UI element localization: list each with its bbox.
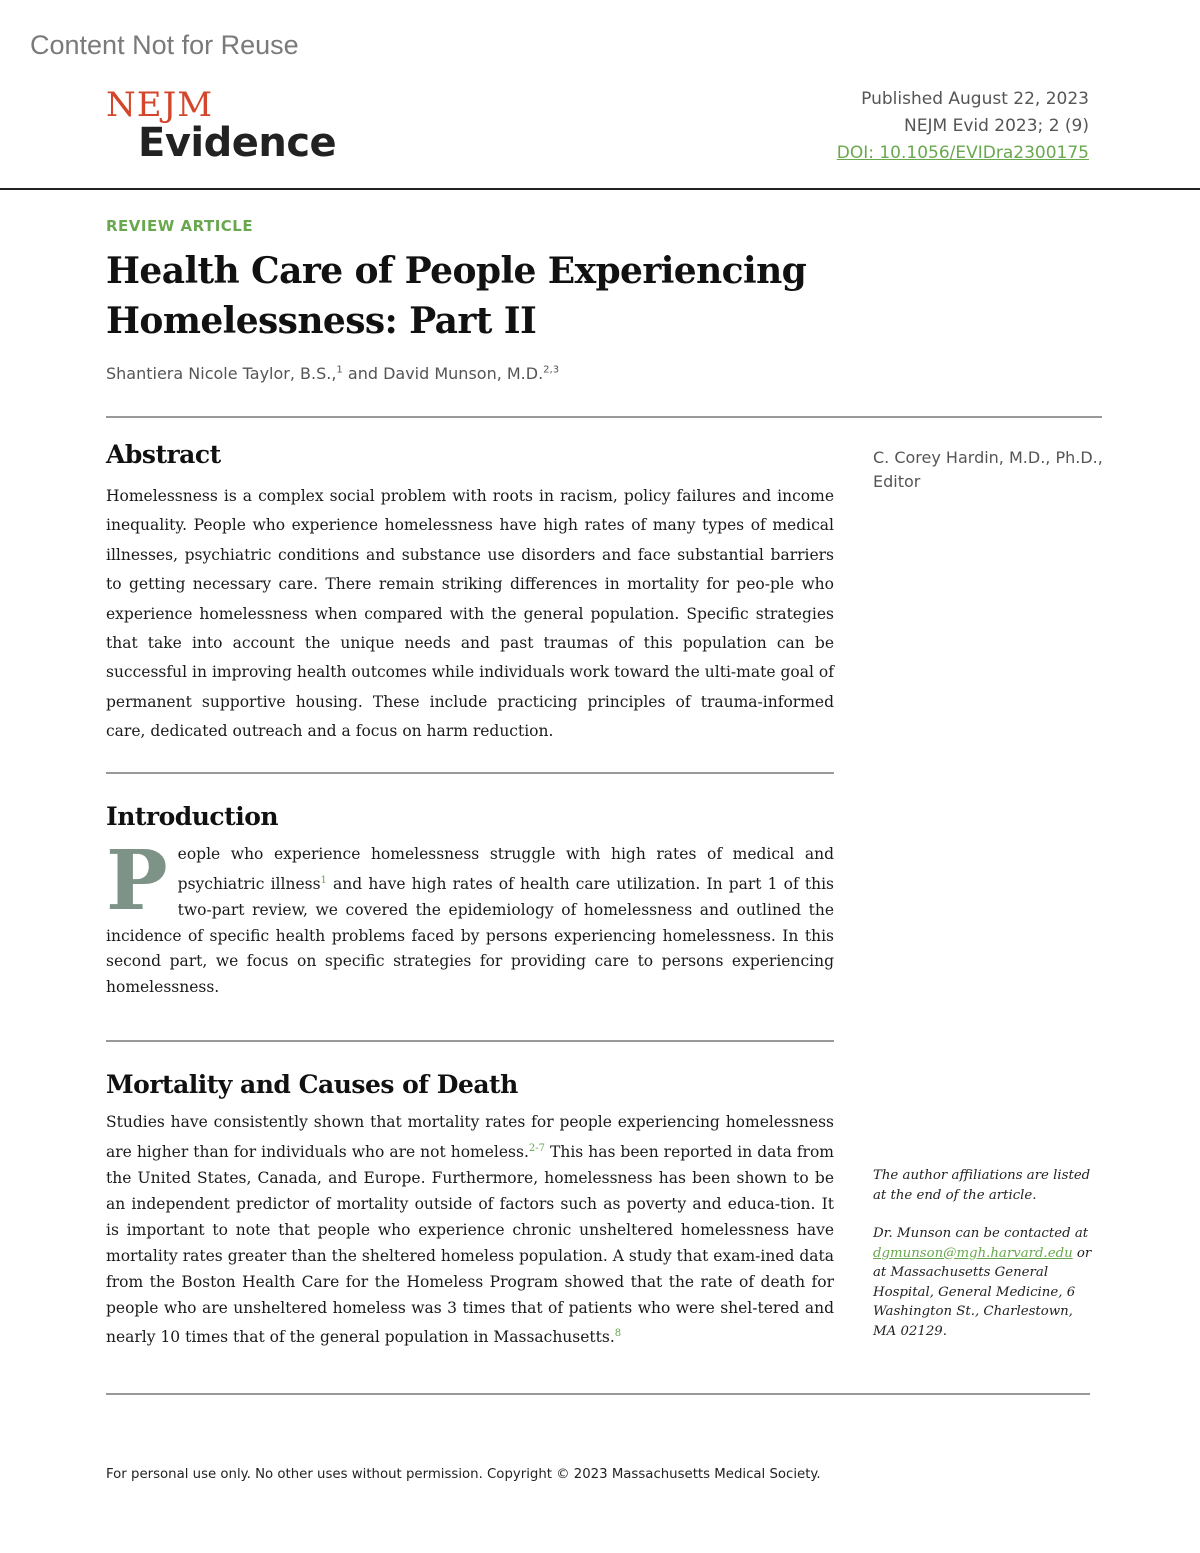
affiliations-note: The author affiliations are listed at the end of the article. [873,1168,1091,1203]
contact-text-1: Dr. Munson can be contacted at [873,1226,1089,1241]
author-1: Shantiera Nicole Taylor, B.S., [106,364,337,383]
intro-text-part-1: eople who experience homelessness struggle with high rates of medical and psychiatric illness [177,845,834,893]
abstract-divider [106,772,834,774]
author-2: and David Munson, M.D. [342,364,544,383]
published-date: Published August 22, 2023 [861,89,1089,109]
watermark: Content Not for Reuse [30,30,299,60]
editor-name: C. Corey Hardin, M.D., Ph.D., [873,448,1103,467]
reference-link[interactable]: 8 [614,1328,622,1340]
title-divider [106,416,1102,418]
mortality-heading: Mortality and Causes of Death [106,1070,518,1099]
reference-link[interactable]: 1 [320,874,327,886]
article-type: REVIEW ARTICLE [106,217,254,235]
copyright-footer: For personal use only. No other uses without permission. Copyright © 2023 Massachusetts Medical Society. [106,1467,821,1482]
abstract-text: Homelessness is a complex social problem with roots in racism, policy failures and income inequality. People who experience homelessness have high rates of many types of medical illnesses, psychiatric conditions and substance use disorders and face substantial barriers to getting necessary care. There remain striking differences in mortality for peo-ple who experience homelessness when compared with the general population. Specific strategies that take into account the unique needs and past traumas of this population can be successful in improving health outcomes while individuals work toward the ulti-mate goal of permanent supportive housing. These include practicing principles of trauma-informed care, dedicated outreach and a focus on harm reduction. [106,487,834,741]
reference-link[interactable]: 2-7 [528,1142,545,1154]
article-title: Health Care of People Experiencing Homelessness: Part II [106,250,807,342]
contact-text-2: or at Massachusetts General Hospital, General Medicine, 6 Washington St., Charlestown, MA 02129. [873,1245,1092,1339]
mortality-text [106,1110,834,1351]
editor-role: Editor [873,472,921,491]
email-link[interactable]: dgmunson@mgh.harvard.edu [873,1245,1073,1261]
contact-note [873,1224,1093,1341]
logo-nejm: NEJM [106,85,214,125]
mortality-text-part-2: This has been reported in data from the United States, Canada, and Europe. Furthermore, homelessness has been shown to be an independent predictor of mortality outside of factors such as poverty and educa-tion. It is important to note that people who experience chronic unsheltered homelessness have mortality rates greater than the sheltered homeless population. A study that exam-ined data from the Boston Health Care for the Homeless Program showed that the rate of death for people who are unsheltered homeless was 3 times that of patients who were shel-tered and nearly 10 times that of the general population in Massachusetts. [106,1143,835,1347]
author-2-affiliation: 2,3 [543,364,560,376]
header-divider [0,188,1200,190]
mortality-text-part-1: Studies have consistently shown that mortality rates for people experiencing homelessness are higher than for individuals who are not homeless. [106,1113,834,1162]
intro-text-part-2: and have high rates of health care utilization. In part 1 of this two-part review, we covered the epidemiology of homelessness and outlined the incidence of specific health problems faced by persons experiencing homelessness. In this second part, we focus on specific strategies for providing care to persons experiencing homelessness. [106,874,834,997]
author-1-affiliation: 1 [336,364,343,376]
nejm-evidence-logo[interactable] [106,85,337,166]
introduction-divider [106,1040,834,1042]
introduction-heading: Introduction [106,802,279,831]
doi-link[interactable]: DOI: 10.1056/EVIDra2300175 [836,143,1089,163]
logo-evidence: Evidence [138,120,337,166]
introduction-text [106,833,834,1001]
journal-citation: NEJM Evid 2023; 2 (9) [904,116,1089,136]
editor-credit [873,446,1113,494]
publication-info [837,86,1089,167]
body-end-divider [106,1393,1090,1395]
abstract-heading: Abstract [106,440,221,469]
drop-cap: P [106,833,168,929]
author-list [106,364,559,383]
